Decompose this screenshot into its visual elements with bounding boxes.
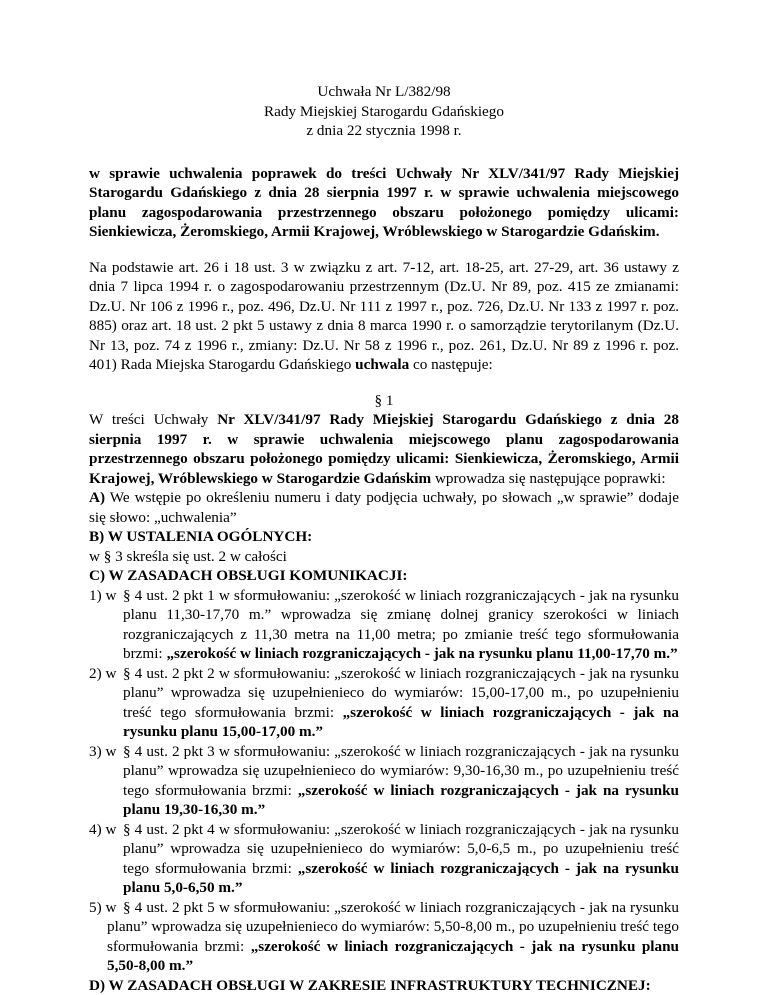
legal-basis <box>89 258 679 375</box>
list-item-number: 1) w <box>89 586 116 606</box>
council-name: Rady Miejskiej Starogardu Gdańskiego <box>89 102 679 122</box>
legal-basis-tail: co następuje: <box>409 356 493 373</box>
list-item <box>89 586 679 664</box>
list-item-bold: „szerokość w liniach rozgraniczających - jak na rysunku planu 19,30-16,30 m.” <box>123 782 679 819</box>
list-item-bold: „szerokość w liniach rozgraniczających - jak na rysunku planu 15,00-17,00 m.” <box>123 704 679 741</box>
amendment-b-heading-text: B) W USTALENIA OGÓLNYCH: <box>89 528 312 545</box>
list-item-bold: „szerokość w liniach rozgraniczających - jak na rysunku planu 5,0-6,50 m.” <box>123 860 679 897</box>
list-item <box>89 742 679 820</box>
list-item-number: 4) w <box>89 820 116 840</box>
intro-bold: Nr XLV/341/97 Rady Miejskiej Starogardu Gdańskiego z dnia 28 sierpnia 1997 r. w sprawie uchwalenia miejscowego planu zagospodarowania przestrzennego obszaru położonego pomiędzy ulicami: Sienkiewicza, Żeromskiego, Armii Krajowej, Wróblewskiego w Starogardzie Gdańskim <box>89 411 679 487</box>
list-item-text: § 4 ust. 2 pkt 5 w sformułowaniu: „szerokość w liniach rozgraniczających - jak na rysunku planu” wprowadza się uzupełnienieco do wymiarów: 5,50-8,00 m., po uzupełnieniu treść tego sformułowania brzmi: <box>107 899 679 955</box>
resolution-subject: w sprawie uchwalenia poprawek do treści Uchwały Nr XLV/341/97 Rady Miejskiej Starogardu Gdańskiego z dnia 28 sierpnia 1997 r. w sprawie uchwalenia miejscowego planu zagospodarowania przestrzennego obszaru położonego pomiędzy ulicami: Sienkiewicza, Żeromskiego, Armii Krajowej, Wróblewskiego w Starogardzie Gdańskim. <box>89 164 679 242</box>
intro-tail: wprowadza się następujące poprawki: <box>431 470 665 487</box>
list-item-text: § 4 ust. 2 pkt 3 w sformułowaniu: „szerokość w liniach rozgraniczających - jak na rysunku planu” wprowadza się uzupełnienieco do wymiarów: 9,30-16,30 m., po uzupełnieniu treść tego sformułowania brzmi: <box>123 743 679 799</box>
resolution-number: Uchwała Nr L/382/98 <box>89 82 679 102</box>
list-item-number: 2) w <box>89 664 116 684</box>
list-item <box>89 820 679 898</box>
amendment-b-heading <box>89 527 679 547</box>
amendment-b-text: w § 3 skreśla się ust. 2 w całości <box>89 547 679 567</box>
list-item-text: § 4 ust. 2 pkt 1 w sformułowaniu: „szerokość w liniach rozgraniczających - jak na rysunku planu 11,30-17,70 m.” wprowadza się zmianę dolnej granicy szerokości w liniach rozgraniczających z 11,30 metra na 11,00 metra; po zmianie treść tego sformułowania brzmi: <box>123 587 679 663</box>
resolution-date: z dnia 22 stycznia 1998 r. <box>89 121 679 141</box>
amendment-a <box>89 488 679 527</box>
amendment-c-heading <box>89 566 679 586</box>
list-item-bold: „szerokość w liniach rozgraniczających - jak na rysunku planu 11,00-17,70 m.” <box>166 645 677 662</box>
list-item-text: § 4 ust. 2 pkt 2 w sformułowaniu: „szerokość w liniach rozgraniczających - jak na rysunku planu” wprowadza się uzupełnienieco do wymiarów: 15,00-17,00 m., po uzupełnieniu treść tego sformułowania brzmi: <box>123 665 679 721</box>
intro-text: W treści Uchwały <box>89 411 217 428</box>
list-item-number: 3) w <box>89 742 116 762</box>
amendment-d-heading-text: D) W ZASADACH OBSŁUGI W ZAKRESIE INFRASTRUKTURY TECHNICZNEJ: <box>89 977 651 994</box>
amendment-c-heading-text: C) W ZASADACH OBSŁUGI KOMUNIKACJI: <box>89 567 407 584</box>
amendment-d-heading <box>89 976 679 995</box>
list-item-bold: „szerokość w liniach rozgraniczających - jak na rysunku planu 5,50-8,00 m.” <box>107 938 679 975</box>
legal-basis-text: Na podstawie art. 26 i 18 ust. 3 w związku z art. 7-12, art. 18-25, art. 27-29, art. 36 ustawy z dnia 7 lipca 1994 r. o zagospodarowaniu przestrzennym (Dz.U. Nr 89, poz. 415 ze zmianami: Dz.U. Nr 106 z 1996 r., poz. 496, Dz.U. Nr 111 z 1997 r., poz. 726, Dz.U. Nr 133 z 1997 r. poz. 885) oraz art. 18 ust. 2 pkt 5 ustawy z dnia 8 marca 1990 r. o samorządzie terytorilanym (Dz.U. Nr 13, poz. 74 z 1996 r., zmiany: Dz.U. Nr 58 z 1996 r., poz. 261, Dz.U. Nr 89 z 1996 r. poz. 401) Rada Miejska Starogardu Gdańskiego <box>89 259 679 374</box>
section-title: § 1 <box>89 391 679 411</box>
section-intro <box>89 410 679 488</box>
document-page <box>89 0 679 995</box>
amendment-a-text: We wstępie po określeniu numeru i daty podjęcia uchwały, po słowach „w sprawie” dodaje się słowo: „uchwalenia” <box>89 489 679 526</box>
amendment-a-label: A) <box>89 489 105 506</box>
list-item-number: 5) w <box>89 898 116 918</box>
document-header <box>89 82 679 141</box>
legal-basis-bold: uchwala <box>355 356 409 373</box>
list-item <box>89 898 679 976</box>
list-item <box>89 664 679 742</box>
list-item-text: § 4 ust. 2 pkt 4 w sformułowaniu: „szerokość w liniach rozgraniczających - jak na rysunku planu” wprowadza się uzupełnienieco do wymiarów: 5,0-6,5 m., po uzupełnieniu treść tego sformułowania brzmi: <box>123 821 679 877</box>
